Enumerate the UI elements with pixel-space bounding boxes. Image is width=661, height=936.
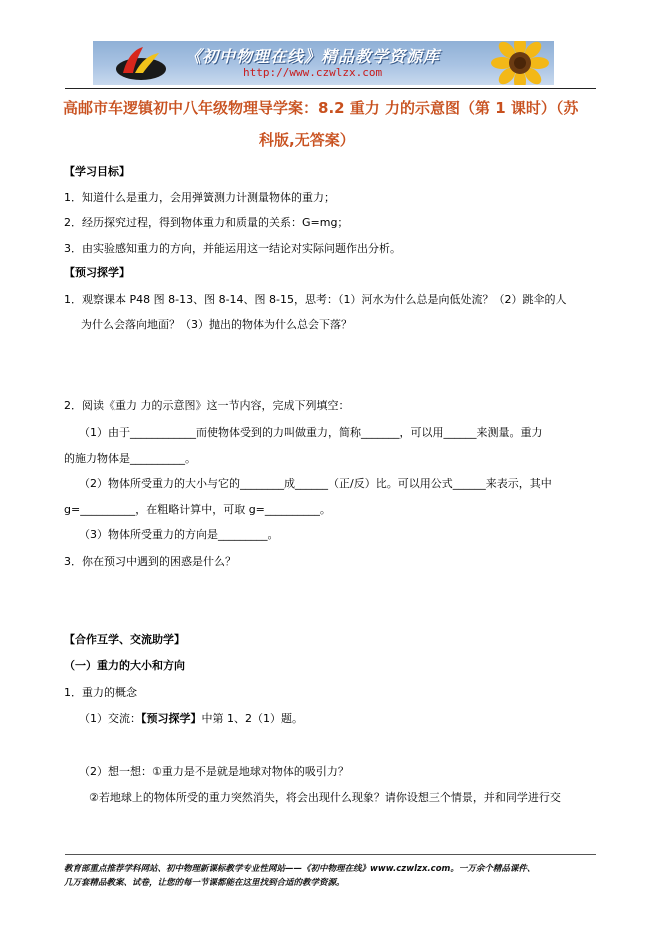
preview-q2-1-line1: （1）由于____________而使物体受到的力叫做重力，简称_______，可以用______来测量。重力	[79, 426, 543, 439]
preview-q2-2-line1: （2）物体所受重力的大小与它的________成______（正/反）比。可以用公式______来表示，其中	[79, 477, 552, 490]
sunflower-icon	[482, 41, 552, 85]
header-divider	[65, 88, 596, 89]
footer-line1: 教育部重点推荐学科网站、初中物理新课标教学专业性网站——《初中物理在线》www.czwlzx.com。一万余个精品课件、	[64, 864, 536, 874]
coop-item-1-1-suffix: 中第 1、2（1）题。	[201, 712, 303, 725]
goal-item-2: 2．经历探究过程，得到物体重力和质量的关系：G=mg；	[64, 216, 349, 229]
preview-q2-intro: 2．阅读《重力 力的示意图》这一节内容，完成下列填空：	[64, 399, 350, 412]
goals-heading: 【学习目标】	[64, 165, 130, 178]
footer-line2: 几万套精品教案、试卷，让您的每一节课都能在这里找到合适的教学资源。	[64, 878, 345, 888]
coop-item-1-1-prefix: （1）交流：	[79, 712, 141, 725]
preview-q2-3: （3）物体所受重力的方向是_________。	[79, 528, 279, 541]
preview-q2-2-line2: g=__________，在粗略计算中，可取 g=__________。	[64, 503, 331, 516]
document-title-line2: 科版,无答案）	[259, 131, 355, 149]
coop-item-1-1-ref: 【预习探学】	[141, 712, 202, 725]
goal-item-1: 1．知道什么是重力，会用弹簧测力计测量物体的重力；	[64, 191, 335, 204]
coop-subheading-1: （一）重力的大小和方向	[64, 659, 185, 672]
preview-q2-1-line2: 的施力物体是__________。	[64, 452, 196, 465]
document-title-line1: 高邮市车逻镇初中八年级物理导学案：8.2 重力 力的示意图（第 1 课时）（苏	[63, 99, 579, 117]
footer-divider	[65, 854, 596, 855]
coop-item-1: 1．重力的概念	[64, 686, 137, 699]
coop-item-1-1	[79, 712, 303, 726]
banner-title: 《初中物理在线》精品教学资源库	[185, 47, 441, 66]
coop-item-1-2: （2）想一想：①重力是不是就是地球对物体的吸引力？	[79, 765, 349, 778]
goal-item-3: 3．由实验感知重力的方向，并能运用这一结论对实际问题作出分析。	[64, 242, 401, 255]
preview-q1-line2: 为什么会落向地面？（3）抛出的物体为什么总会下落？	[81, 318, 352, 331]
banner-url[interactable]: http://www.czwlzx.com	[243, 66, 383, 79]
coop-item-1-2b: ②若地球上的物体所受的重力突然消失，将会出现什么现象？请你设想三个情景，并和同学进行交	[89, 791, 561, 804]
site-logo-icon	[113, 43, 169, 83]
preview-q3: 3．你在预习中遇到的困惑是什么？	[64, 555, 236, 568]
preview-q1-line1: 1．观察课本 P48 图 8-13、图 8-14、图 8-15，思考：（1）河水为什么总是向低处流？（2）跳伞的人	[64, 293, 567, 306]
preview-heading: 【预习探学】	[64, 266, 130, 279]
coop-heading: 【合作互学、交流助学】	[64, 633, 185, 646]
header-banner	[93, 41, 554, 85]
